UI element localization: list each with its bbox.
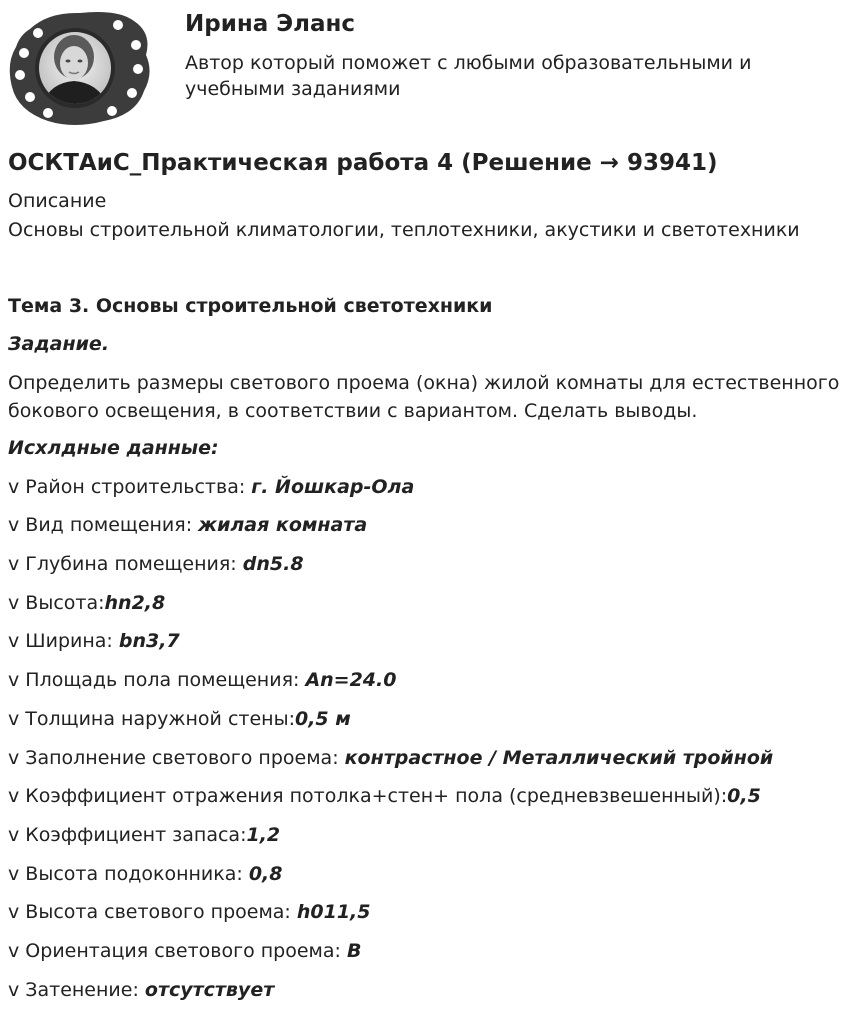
bullet-marker: v [8,591,20,614]
parameter-label: Высота светового проема: [25,901,297,924]
parameter-item [8,590,843,616]
bullet-marker: v [8,939,20,962]
parameter-list [8,474,843,1003]
parameter-label: Коэффициент запаса: [25,823,247,846]
parameter-label: Ориентация светового проема: [25,939,347,962]
description-label: Описание [8,190,107,212]
bullet-marker: v [8,514,20,537]
author-avatar[interactable] [8,7,153,127]
bullet-marker: v [8,823,20,846]
parameter-value: отсутствует [144,978,275,1001]
task-text: Определить размеры светового проема (окна) жилой комнаты для естественного бокового освещения, в соответствии с вариантом. Сделать выводы. [8,372,840,422]
parameter-value: hn2,8 [104,591,166,614]
parameter-value: h011,5 [296,901,371,924]
bullet-marker: v [8,862,20,885]
parameter-value: An=24.0 [305,669,397,692]
parameter-value: 0,5 м [294,707,351,730]
parameter-item [8,628,843,654]
parameter-label: Вид помещения: [25,514,199,537]
parameter-value: 1,2 [246,823,281,846]
bullet-marker: v [8,978,20,1001]
author-name[interactable]: Ирина Эланс [185,11,356,37]
parameter-item [8,861,843,887]
bullet-marker: v [8,785,20,808]
parameter-value: dn5.8 [242,553,304,576]
parameter-label: Район строительства: [25,475,252,498]
bullet-marker: v [8,707,20,730]
parameter-item [8,783,843,809]
parameter-item [8,667,843,693]
parameter-item [8,512,843,538]
bullet-marker: v [8,669,20,692]
parameter-label: Глубина помещения: [25,553,243,576]
parameter-item [8,745,843,771]
parameter-item [8,551,843,577]
parameter-item [8,474,843,500]
task-label: Задание. [8,333,110,355]
parameter-value: жилая комната [198,514,368,537]
parameter-label: Коэффициент отражения потолка+стен+ пола (средневзвешенный): [25,785,728,808]
parameter-label: Ширина: [25,630,119,653]
author-header [8,7,838,127]
bullet-marker: v [8,630,20,653]
author-description: Автор который поможет с любыми образовательными и учебными заданиями [185,52,752,100]
parameter-value: г. Йошкар-Ола [251,475,415,498]
parameter-label: Заполнение светового проема: [25,746,345,769]
bullet-marker: v [8,746,20,769]
document-content [8,147,843,1003]
parameter-label: Высота: [25,591,105,614]
parameter-value: контрастное / Металлический тройной [344,746,774,769]
topic-heading: Тема 3. Основы строительной светотехники [8,295,493,317]
parameter-item [8,938,843,964]
parameter-label: Высота подоконника: [25,862,249,885]
parameter-item [8,822,843,848]
parameter-label: Площадь пола помещения: [25,669,306,692]
parameter-item [8,977,843,1003]
parameter-value: bn3,7 [118,630,180,653]
parameter-label: Затенение: [25,978,145,1001]
bullet-marker: v [8,901,20,924]
parameter-value: 0,5 [727,785,761,808]
parameter-item [8,706,843,732]
film-reel-avatar-icon [8,7,153,127]
bullet-marker: v [8,553,20,576]
parameter-value: В [346,939,362,962]
bullet-marker: v [8,475,20,498]
parameter-value: 0,8 [248,862,283,885]
parameter-label: Толщина наружной стены: [25,707,295,730]
input-data-label: Исхлдные данные: [8,437,219,459]
description-text: Основы строительной климатологии, теплотехники, акустики и светотехники [8,219,800,241]
parameter-item [8,899,843,925]
document-title: ОСКТАиС_Практическая работа 4 (Решение → 93941) [8,150,718,176]
